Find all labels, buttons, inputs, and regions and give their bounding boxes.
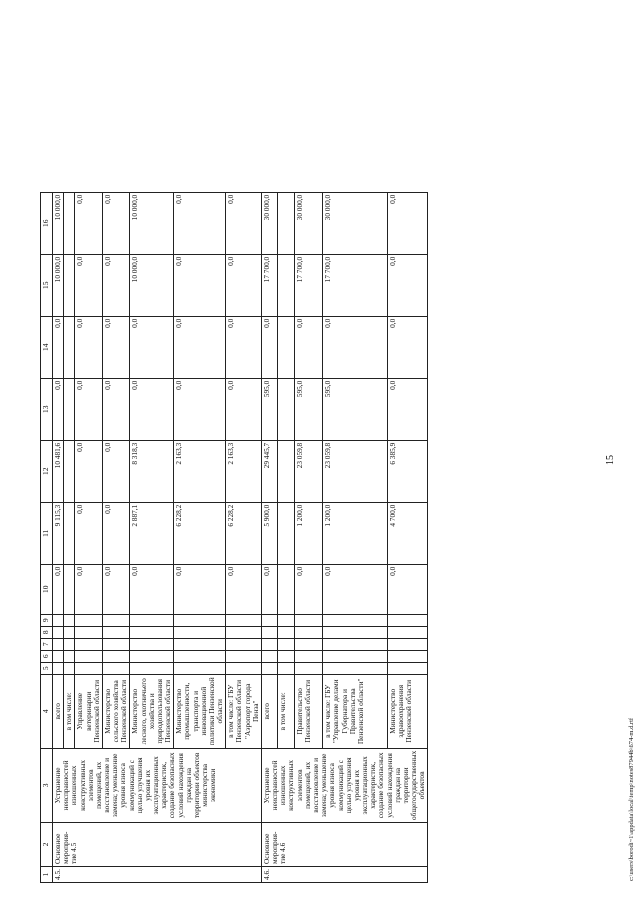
empty-cell bbox=[102, 638, 130, 650]
empty-cell bbox=[130, 662, 174, 674]
value-cell: 10 000,0 bbox=[130, 254, 174, 316]
value-cell bbox=[278, 564, 294, 614]
empty-cell bbox=[261, 614, 277, 626]
value-cell: 0,0 bbox=[387, 564, 428, 614]
value-cell bbox=[278, 502, 294, 564]
value-cell: 0,0 bbox=[75, 564, 103, 614]
value-cell: 0,0 bbox=[323, 316, 388, 378]
empty-cell bbox=[53, 626, 64, 638]
table-row bbox=[53, 192, 64, 882]
empty-cell bbox=[64, 614, 75, 626]
value-cell: 2 163,3 bbox=[226, 440, 262, 502]
value-cell: 8 318,3 bbox=[130, 440, 174, 502]
empty-cell bbox=[174, 614, 226, 626]
column-header: 12 bbox=[41, 440, 53, 502]
value-cell: 2 163,3 bbox=[174, 440, 226, 502]
value-cell bbox=[64, 316, 75, 378]
column-header: 4 bbox=[41, 674, 53, 748]
empty-cell bbox=[64, 638, 75, 650]
value-cell: 0,0 bbox=[53, 378, 64, 440]
value-cell bbox=[64, 192, 75, 254]
executor-cell: Правительство Пензенской области bbox=[294, 674, 322, 748]
row-no: 4.5. bbox=[53, 867, 262, 883]
row-desc: Устранение неисправностей изношенных конструктивных элементов помещений, их восстановление и замена; уменьшение уровня износа коммуникаций с целью улучшения уровня их эксплуатационных характеристик, создание безопасных условий нахождения граждан на территории объектов министерства экономики bbox=[53, 748, 262, 822]
value-cell bbox=[64, 502, 75, 564]
column-header: 8 bbox=[41, 626, 53, 638]
value-cell: 2 887,1 bbox=[130, 502, 174, 564]
row-type: Основное мероприя-тие 4.6 bbox=[261, 823, 427, 867]
value-cell: 0,0 bbox=[226, 564, 262, 614]
value-cell: 29 445,7 bbox=[261, 440, 277, 502]
value-cell: 0,0 bbox=[323, 564, 388, 614]
value-cell: 595,0 bbox=[261, 378, 277, 440]
value-cell: 30 000,0 bbox=[294, 192, 322, 254]
value-cell: 0,0 bbox=[174, 378, 226, 440]
empty-cell bbox=[130, 626, 174, 638]
column-header: 5 bbox=[41, 662, 53, 674]
budget-table bbox=[40, 192, 428, 883]
empty-cell bbox=[261, 626, 277, 638]
value-cell: 0,0 bbox=[261, 564, 277, 614]
value-cell: 0,0 bbox=[53, 564, 64, 614]
empty-cell bbox=[278, 638, 294, 650]
empty-cell bbox=[278, 650, 294, 662]
row-desc: Устранение неисправностей изношенных конструктивных элементов помещений, их восстановление и замена; уменьшение уровня износа коммуникаций с целью улучшения уровня их эксплуатационных характеристик, создание безопасных условий нахождения граждан на территории общегосударственных объектов bbox=[261, 748, 427, 822]
empty-cell bbox=[75, 626, 103, 638]
value-cell: 0,0 bbox=[261, 316, 277, 378]
row-no: 4.6. bbox=[261, 867, 427, 883]
empty-cell bbox=[323, 650, 388, 662]
empty-cell bbox=[102, 626, 130, 638]
empty-cell bbox=[64, 650, 75, 662]
empty-cell bbox=[75, 638, 103, 650]
column-header: 7 bbox=[41, 638, 53, 650]
value-cell: 0,0 bbox=[75, 192, 103, 254]
empty-cell bbox=[294, 650, 322, 662]
value-cell: 0,0 bbox=[102, 316, 130, 378]
table-body bbox=[41, 192, 428, 882]
empty-cell bbox=[53, 662, 64, 674]
value-cell: 0,0 bbox=[174, 254, 226, 316]
value-cell: 0,0 bbox=[102, 564, 130, 614]
empty-cell bbox=[226, 650, 262, 662]
empty-cell bbox=[102, 662, 130, 674]
executor-cell: Управление ветеринарии Пензенской области bbox=[75, 674, 103, 748]
executor-cell: в том числе: bbox=[278, 674, 294, 748]
column-header: 13 bbox=[41, 378, 53, 440]
empty-cell bbox=[53, 614, 64, 626]
column-header: 2 bbox=[41, 823, 53, 867]
empty-cell bbox=[323, 662, 388, 674]
value-cell: 30 000,0 bbox=[323, 192, 388, 254]
column-header: 3 bbox=[41, 748, 53, 822]
value-cell: 0,0 bbox=[102, 254, 130, 316]
empty-cell bbox=[387, 614, 428, 626]
empty-cell bbox=[294, 626, 322, 638]
empty-cell bbox=[387, 650, 428, 662]
executor-cell: в том числе: bbox=[64, 674, 75, 748]
value-cell: 10 000,0 bbox=[53, 254, 64, 316]
value-cell: 4 700,0 bbox=[387, 502, 428, 564]
value-cell bbox=[64, 254, 75, 316]
row-type: Основное мероприя-тие 4.5 bbox=[53, 823, 262, 867]
column-header: 16 bbox=[41, 192, 53, 254]
value-cell: 23 059,8 bbox=[323, 440, 388, 502]
value-cell: 0,0 bbox=[226, 254, 262, 316]
value-cell: 0,0 bbox=[75, 378, 103, 440]
empty-cell bbox=[174, 662, 226, 674]
empty-cell bbox=[323, 626, 388, 638]
value-cell: 10 000,0 bbox=[53, 192, 64, 254]
value-cell: 17 700,0 bbox=[261, 254, 277, 316]
empty-cell bbox=[53, 638, 64, 650]
empty-cell bbox=[75, 650, 103, 662]
value-cell: 0,0 bbox=[294, 316, 322, 378]
empty-cell bbox=[130, 638, 174, 650]
column-header: 9 bbox=[41, 614, 53, 626]
empty-cell bbox=[64, 662, 75, 674]
empty-cell bbox=[226, 638, 262, 650]
value-cell: 1 200,0 bbox=[294, 502, 322, 564]
column-header: 14 bbox=[41, 316, 53, 378]
empty-cell bbox=[75, 614, 103, 626]
value-cell: 5 900,0 bbox=[261, 502, 277, 564]
value-cell bbox=[278, 440, 294, 502]
value-cell: 6 228,2 bbox=[174, 502, 226, 564]
column-header: 15 bbox=[41, 254, 53, 316]
value-cell: 0,0 bbox=[387, 316, 428, 378]
empty-cell bbox=[75, 662, 103, 674]
empty-cell bbox=[64, 626, 75, 638]
value-cell: 23 059,8 bbox=[294, 440, 322, 502]
value-cell: 0,0 bbox=[174, 192, 226, 254]
value-cell: 0,0 bbox=[130, 564, 174, 614]
empty-cell bbox=[102, 614, 130, 626]
empty-cell bbox=[387, 626, 428, 638]
column-header: 11 bbox=[41, 502, 53, 564]
value-cell: 0,0 bbox=[174, 564, 226, 614]
value-cell: 0,0 bbox=[75, 316, 103, 378]
value-cell: 0,0 bbox=[53, 316, 64, 378]
value-cell: 0,0 bbox=[102, 378, 130, 440]
empty-cell bbox=[323, 614, 388, 626]
executor-cell: Министерство лесного, охотничьего хозяйства и природопользования Пензенской области bbox=[130, 674, 174, 748]
value-cell bbox=[64, 564, 75, 614]
value-cell bbox=[64, 440, 75, 502]
executor-cell: в том числе: ГБУ Пензенской области "Аэропорт города Пенза" bbox=[226, 674, 262, 748]
value-cell: 0,0 bbox=[294, 564, 322, 614]
empty-cell bbox=[294, 638, 322, 650]
column-header: 1 bbox=[41, 867, 53, 883]
empty-cell bbox=[226, 662, 262, 674]
value-cell: 17 700,0 bbox=[294, 254, 322, 316]
empty-cell bbox=[53, 650, 64, 662]
empty-cell bbox=[323, 638, 388, 650]
value-cell: 0,0 bbox=[387, 378, 428, 440]
value-cell: 0,0 bbox=[174, 316, 226, 378]
empty-cell bbox=[294, 614, 322, 626]
executor-cell: всего bbox=[53, 674, 64, 748]
value-cell: 595,0 bbox=[323, 378, 388, 440]
value-cell: 9 115,3 bbox=[53, 502, 64, 564]
value-cell: 0,0 bbox=[130, 378, 174, 440]
empty-cell bbox=[174, 650, 226, 662]
value-cell: 0,0 bbox=[75, 254, 103, 316]
empty-cell bbox=[261, 662, 277, 674]
value-cell: 6 228,2 bbox=[226, 502, 262, 564]
empty-cell bbox=[130, 614, 174, 626]
executor-cell: всего bbox=[261, 674, 277, 748]
executor-cell: Министерство здравоохранения Пензенской области bbox=[387, 674, 428, 748]
empty-cell bbox=[278, 662, 294, 674]
empty-cell bbox=[261, 650, 277, 662]
value-cell: 0,0 bbox=[102, 502, 130, 564]
value-cell bbox=[278, 316, 294, 378]
value-cell bbox=[64, 378, 75, 440]
value-cell: 30 000,0 bbox=[261, 192, 277, 254]
empty-cell bbox=[387, 638, 428, 650]
value-cell: 0,0 bbox=[226, 192, 262, 254]
value-cell bbox=[278, 378, 294, 440]
value-cell: 0,0 bbox=[226, 316, 262, 378]
value-cell: 0,0 bbox=[130, 316, 174, 378]
executor-cell: Министерство сельского хозяйства Пензенской области bbox=[102, 674, 130, 748]
value-cell: 0,0 bbox=[75, 502, 103, 564]
column-header: 10 bbox=[41, 564, 53, 614]
empty-cell bbox=[130, 650, 174, 662]
empty-cell bbox=[226, 614, 262, 626]
value-cell: 6 385,9 bbox=[387, 440, 428, 502]
empty-cell bbox=[174, 638, 226, 650]
value-cell: 0,0 bbox=[387, 192, 428, 254]
value-cell: 17 700,0 bbox=[323, 254, 388, 316]
value-cell: 1 200,0 bbox=[323, 502, 388, 564]
empty-cell bbox=[102, 650, 130, 662]
empty-cell bbox=[387, 662, 428, 674]
value-cell: 10 481,6 bbox=[53, 440, 64, 502]
empty-cell bbox=[278, 614, 294, 626]
value-cell: 595,0 bbox=[294, 378, 322, 440]
value-cell: 0,0 bbox=[75, 440, 103, 502]
table-row bbox=[261, 192, 277, 882]
executor-cell: в том числе: ГБУ "Управление делами Губернатора и Правительства Пензенской области" bbox=[323, 674, 388, 748]
empty-cell bbox=[278, 626, 294, 638]
empty-cell bbox=[174, 626, 226, 638]
file-path: c:\users\borodi~1\appdata\local\temp\notes87944b\674-m.d.rtf bbox=[628, 717, 635, 881]
column-header: 6 bbox=[41, 650, 53, 662]
value-cell: 10 000,0 bbox=[130, 192, 174, 254]
value-cell bbox=[278, 192, 294, 254]
empty-cell bbox=[226, 626, 262, 638]
empty-cell bbox=[261, 638, 277, 650]
executor-cell: Министерство промышленности, транспорта и инновационной политики Пензенской области bbox=[174, 674, 226, 748]
empty-cell bbox=[294, 662, 322, 674]
value-cell: 0,0 bbox=[102, 440, 130, 502]
value-cell: 0,0 bbox=[226, 378, 262, 440]
value-cell: 0,0 bbox=[102, 192, 130, 254]
page-number: 15 bbox=[605, 455, 616, 465]
value-cell: 0,0 bbox=[387, 254, 428, 316]
value-cell bbox=[278, 254, 294, 316]
